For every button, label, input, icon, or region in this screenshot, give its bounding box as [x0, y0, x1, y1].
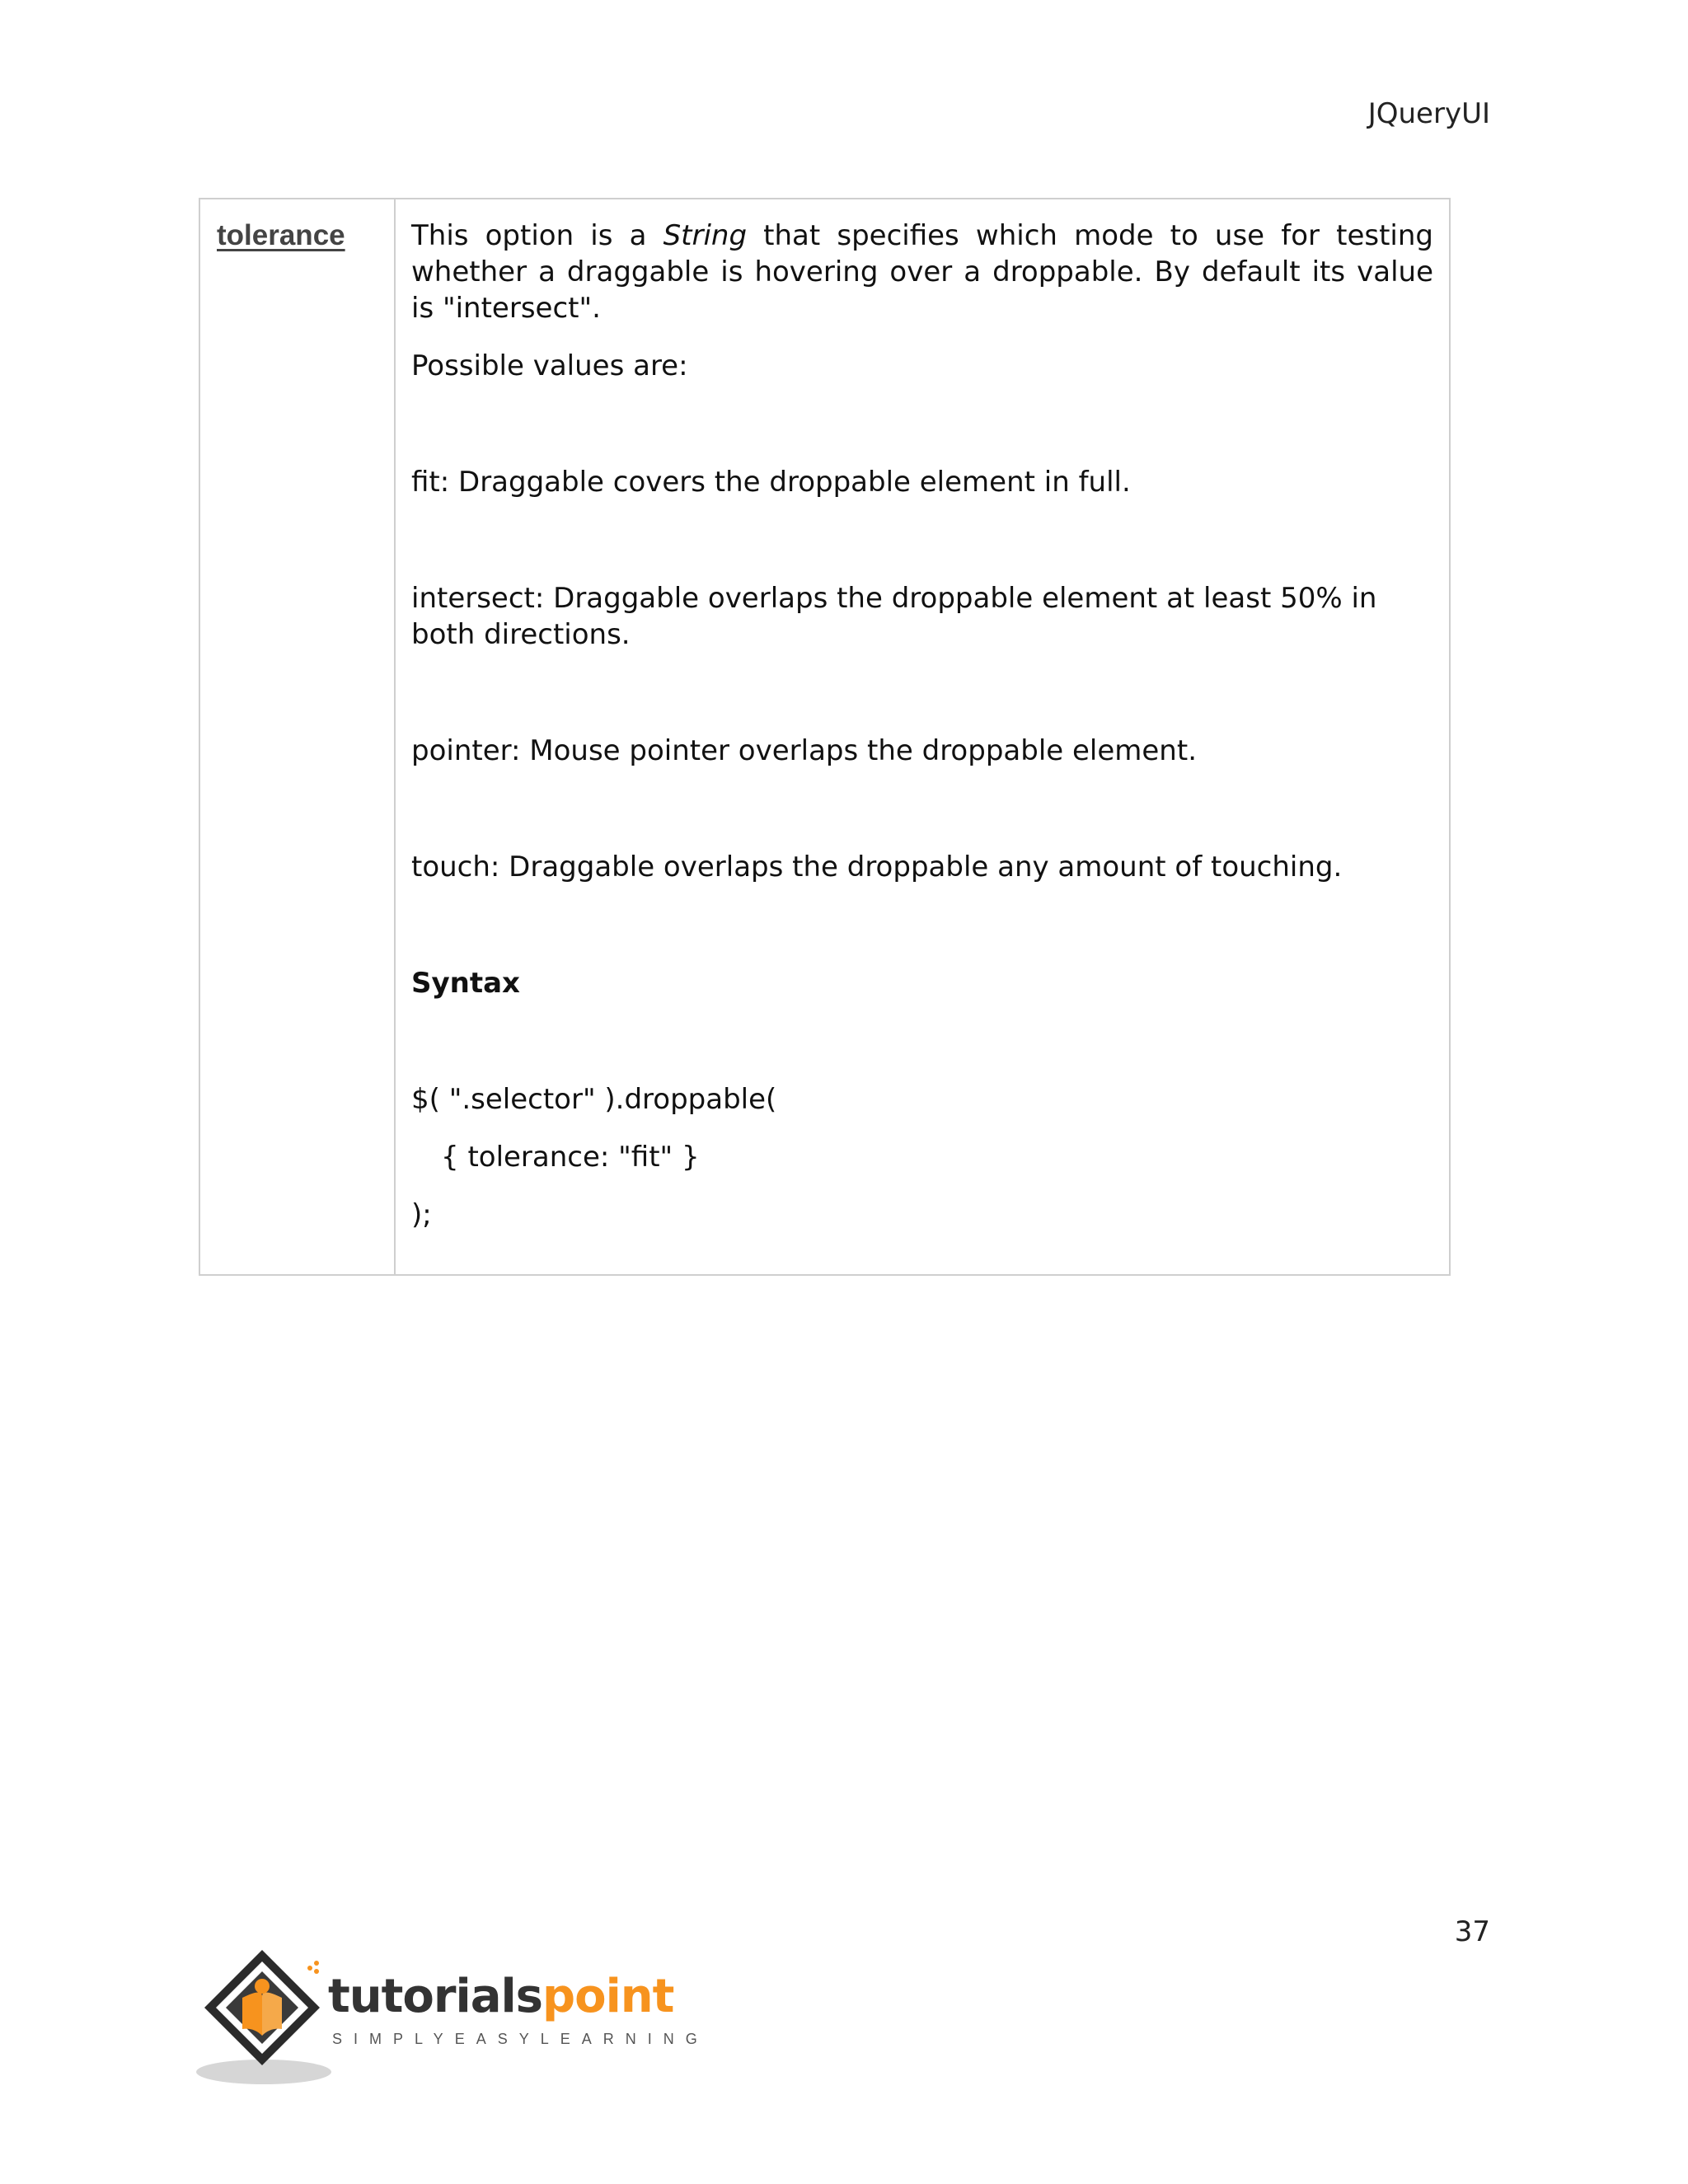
code-line-2: { tolerance: "fit" } [441, 1141, 700, 1174]
value-intersect: intersect: Draggable overlaps the droppable element at least 50% in both directions. [411, 582, 1377, 651]
option-table [199, 198, 1451, 1276]
intro-post: that specifies which mode to use for testing whether a draggable is hovering over a droppable. By default its value is "intersect". [411, 219, 1434, 325]
intro-pre: This option is a [411, 219, 663, 252]
option-intro [411, 218, 1433, 326]
logo-tagline: SIMPLYEASYLEARNING [332, 2031, 709, 2047]
column-divider [394, 199, 396, 1274]
value-touch: touch: Draggable overlaps the droppable any amount of touching. [411, 851, 1343, 883]
intro-type: String [663, 219, 748, 252]
code-line-3: ); [411, 1198, 432, 1231]
page-number: 37 [1454, 1915, 1490, 1948]
syntax-heading: Syntax [411, 967, 520, 1000]
value-fit: fit: Draggable covers the droppable element in full. [411, 466, 1131, 499]
tutorialspoint-logo [196, 1943, 709, 2092]
logo-diamond-icon [196, 1943, 336, 2092]
code-line-1: $( ".selector" ).droppable( [411, 1083, 777, 1116]
logo-word-point: point [542, 1970, 674, 2023]
logo-word-tutorials: tutorials [328, 1970, 543, 2023]
page-header-title: JQueryUI [1367, 97, 1490, 130]
possible-values-label: Possible values are: [411, 349, 688, 382]
option-description [411, 218, 1433, 1233]
logo-wordmark [328, 1970, 673, 2023]
value-pointer: pointer: Mouse pointer overlaps the droppable element. [411, 734, 1197, 767]
option-name-link[interactable]: tolerance [217, 219, 345, 251]
